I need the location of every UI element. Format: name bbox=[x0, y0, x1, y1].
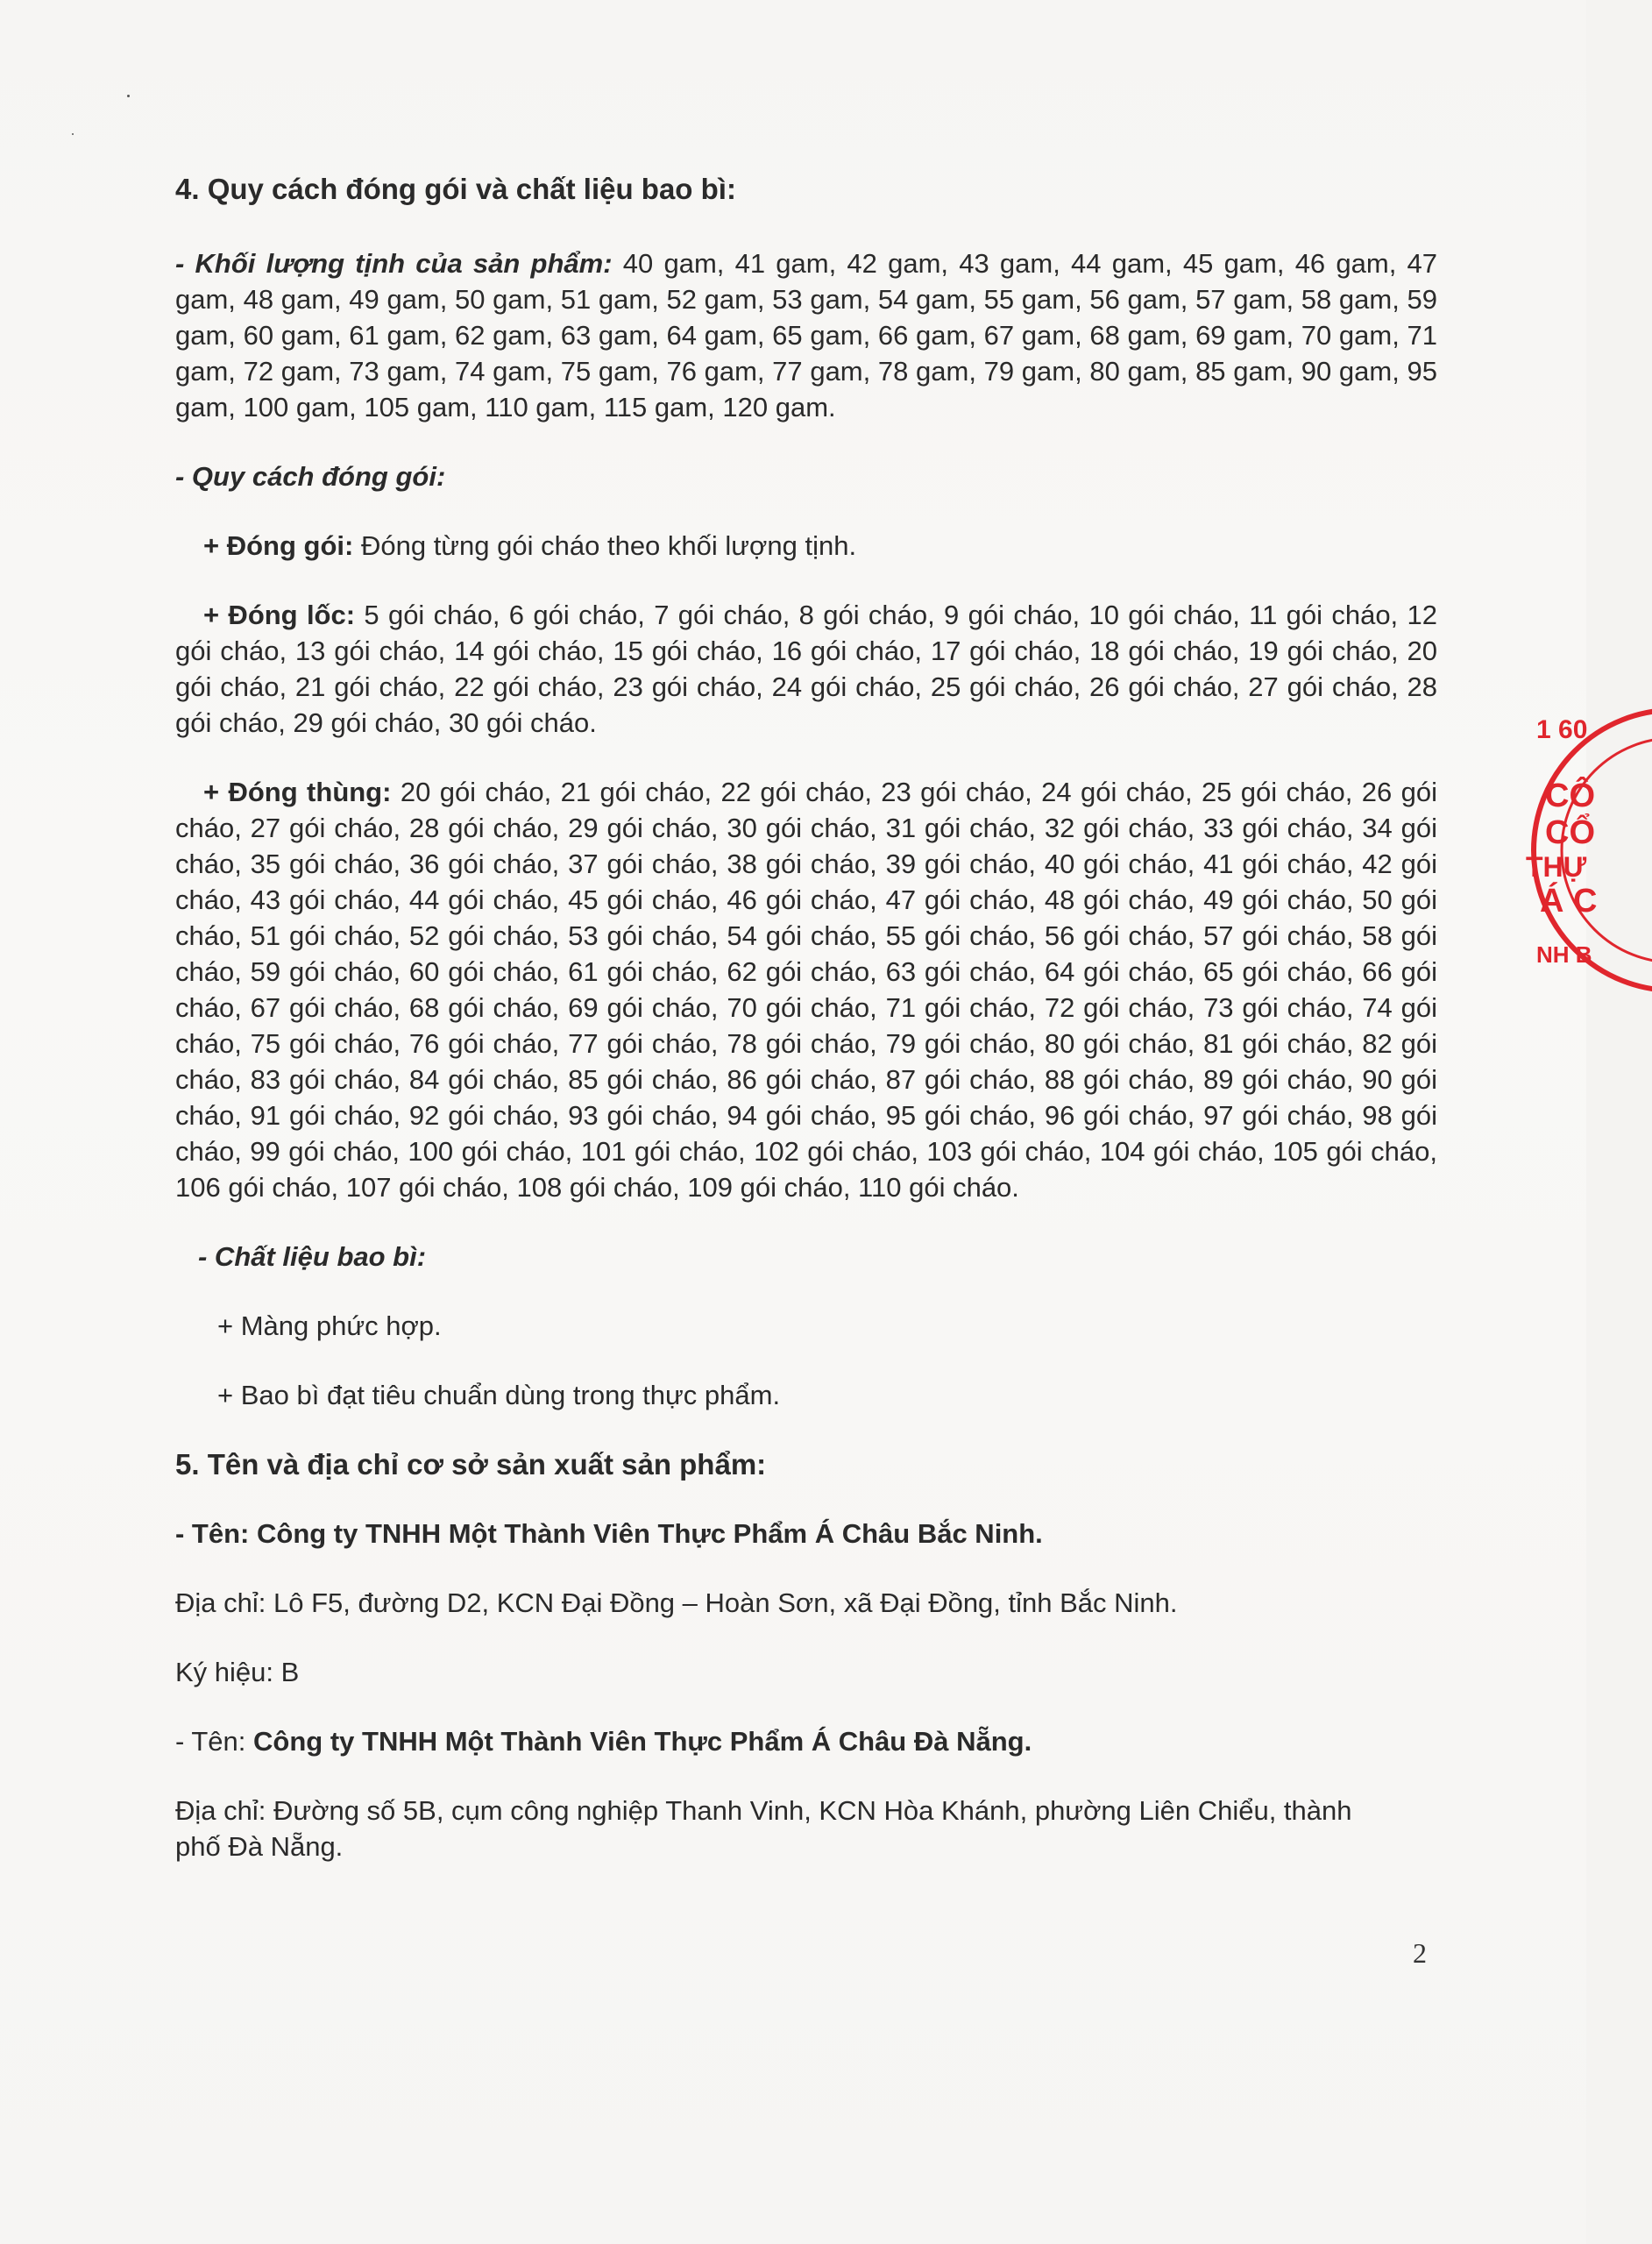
pack-goi-text: Đóng từng gói cháo theo khối lượng tịnh. bbox=[360, 530, 857, 561]
site2-name-paragraph bbox=[175, 1723, 1437, 1759]
site1-name-label: - Tên: bbox=[175, 1518, 250, 1549]
net-weight-paragraph bbox=[175, 245, 1437, 425]
stamp-text: Á C bbox=[1540, 883, 1598, 920]
material-item: + Màng phức hợp. bbox=[217, 1310, 442, 1341]
page-number: 2 bbox=[1413, 1937, 1427, 1969]
material-item: + Bao bì đạt tiêu chuẩn dùng trong thực phẩm. bbox=[217, 1380, 781, 1410]
pack-thung-label: + Đóng thùng: bbox=[203, 777, 392, 807]
material-label: - Chất liệu bao bì: bbox=[198, 1241, 427, 1272]
stamp-text: NH B bbox=[1536, 941, 1592, 968]
site1-code: Ký hiệu: B bbox=[175, 1657, 300, 1687]
pack-loc-paragraph bbox=[175, 597, 1437, 741]
stamp-text: THỰ bbox=[1526, 851, 1587, 883]
company-seal-stamp bbox=[1521, 701, 1652, 999]
pack-thung-paragraph bbox=[175, 774, 1437, 1205]
pack-goi-label: + Đóng gói: bbox=[203, 530, 354, 561]
document-body bbox=[175, 171, 1437, 1864]
pack-goi-paragraph bbox=[175, 528, 1437, 564]
stamp-text: CỔ bbox=[1545, 814, 1595, 851]
site2-name-label: - Tên: bbox=[175, 1726, 246, 1757]
net-weight-label: - Khối lượng tịnh của sản phẩm: bbox=[175, 248, 613, 279]
stamp-text: CÔ bbox=[1545, 778, 1595, 814]
net-weight-text: 40 gam, 41 gam, 42 gam, 43 gam, 44 gam, 45 gam, 46 gam, 47 gam, 48 gam, 49 gam, 50 gam, 51 gam, 52 gam, 53 gam, 54 gam, 55 gam, 56 gam, 57 gam, 58 gam, 59 gam, 60 gam, 61 gam, 62 gam, 63 gam, 64 gam, 65 gam, 66 gam, 67 gam, 68 gam, 69 gam, 70 gam, 71 gam, 72 gam, 73 gam, 74 gam, 75 gam, 76 gam, 77 gam, 78 gam, 79 gam, 80 gam, 85 gam, 90 gam, 95 gam, 100 gam, 105 gam, 110 gam, 115 gam, 120 gam. bbox=[175, 248, 1437, 423]
stamp-text: 1 60 bbox=[1536, 715, 1588, 744]
scan-speck bbox=[127, 95, 130, 97]
pack-loc-text: 5 gói cháo, 6 gói cháo, 7 gói cháo, 8 gói cháo, 9 gói cháo, 10 gói cháo, 11 gói cháo, 12 gói cháo, 13 gói cháo, 14 gói cháo, 15 gói cháo, 16 gói cháo, 17 gói cháo, 18 gói cháo, 19 gói cháo, 20 gói cháo, 21 gói cháo, 22 gói cháo, 23 gói cháo, 24 gói cháo, 25 gói cháo, 26 gói cháo, 27 gói cháo, 28 gói cháo, 29 gói cháo, 30 gói cháo. bbox=[175, 600, 1437, 738]
scan-speck bbox=[72, 133, 74, 135]
site1-address: Địa chỉ: Lô F5, đường D2, KCN Đại Đồng – Hoàn Sơn, xã Đại Đồng, tỉnh Bắc Ninh. bbox=[175, 1587, 1178, 1618]
site2-address: Địa chỉ: Đường số 5B, cụm công nghiệp Thanh Vinh, KCN Hòa Khánh, phường Liên Chiểu, thành phố Đà Nẵng. bbox=[175, 1795, 1352, 1862]
site1-name-paragraph bbox=[175, 1516, 1437, 1552]
section-4-heading: 4. Quy cách đóng gói và chất liệu bao bì: bbox=[175, 173, 736, 205]
site1-name: Công ty TNHH Một Thành Viên Thực Phẩm Á Châu Bắc Ninh. bbox=[257, 1518, 1043, 1549]
site2-name: Công ty TNHH Một Thành Viên Thực Phẩm Á Châu Đà Nẵng. bbox=[253, 1726, 1032, 1757]
pack-loc-label: + Đóng lốc: bbox=[203, 600, 356, 630]
packing-label: - Quy cách đóng gói: bbox=[175, 461, 446, 492]
section-5-heading: 5. Tên và địa chỉ cơ sở sản xuất sản phẩm: bbox=[175, 1448, 767, 1481]
pack-thung-text: 20 gói cháo, 21 gói cháo, 22 gói cháo, 23 gói cháo, 24 gói cháo, 25 gói cháo, 26 gói cháo, 27 gói cháo, 28 gói cháo, 29 gói cháo, 30 gói cháo, 31 gói cháo, 32 gói cháo, 33 gói cháo, 34 gói cháo, 35 gói cháo, 36 gói cháo, 37 gói cháo, 38 gói cháo, 39 gói cháo, 40 gói cháo, 41 gói cháo, 42 gói cháo, 43 gói cháo, 44 gói cháo, 45 gói cháo, 46 gói cháo, 47 gói cháo, 48 gói cháo, 49 gói cháo, 50 gói cháo, 51 gói cháo, 52 gói cháo, 53 gói cháo, 54 gói cháo, 55 gói cháo, 56 gói cháo, 57 gói cháo, 58 gói cháo, 59 gói cháo, 60 gói cháo, 61 gói cháo, 62 gói cháo, 63 gói cháo, 64 gói cháo, 65 gói cháo, 66 gói cháo, 67 gói cháo, 68 gói cháo, 69 gói cháo, 70 gói cháo, 71 gói cháo, 72 gói cháo, 73 gói cháo, 74 gói cháo, 75 gói cháo, 76 gói cháo, 77 gói cháo, 78 gói cháo, 79 gói cháo, 80 gói cháo, 81 gói cháo, 82 gói cháo, 83 gói cháo, 84 gói cháo, 85 gói cháo, 86 gói cháo, 87 gói cháo, 88 gói cháo, 89 gói cháo, 90 gói cháo, 91 gói cháo, 92 gói cháo, 93 gói cháo, 94 gói cháo, 95 gói cháo, 96 gói cháo, 97 gói cháo, 98 gói cháo, 99 gói cháo, 100 gói cháo, 101 gói cháo, 102 gói cháo, 103 gói cháo, 104 gói cháo, 105 gói cháo, 106 gói cháo, 107 gói cháo, 108 gói cháo, 109 gói cháo, 110 gói cháo. bbox=[175, 777, 1437, 1203]
